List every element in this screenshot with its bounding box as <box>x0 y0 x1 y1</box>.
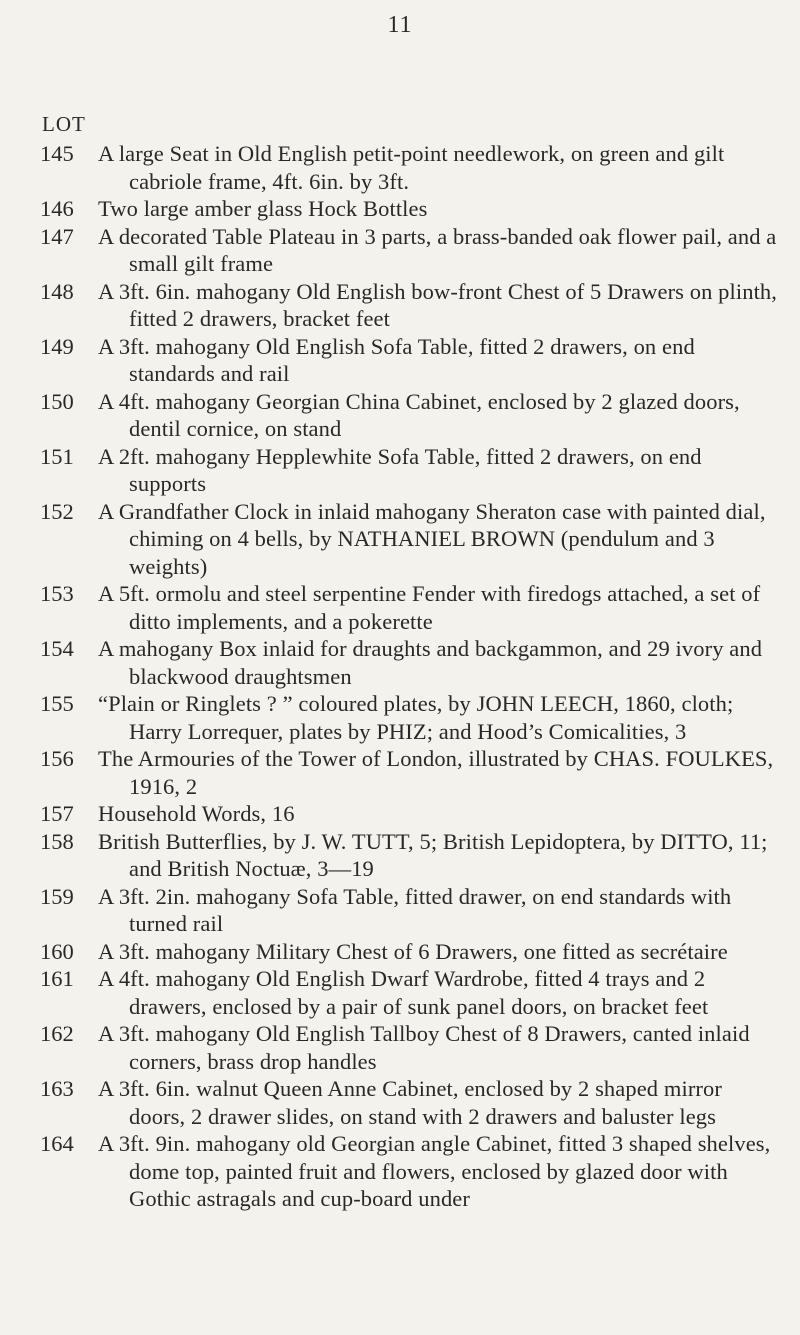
lot-number: 161 <box>40 966 74 991</box>
lot-description: Household Words, 16 <box>98 801 295 826</box>
lot-entry <box>38 498 783 581</box>
lot-entry <box>38 333 783 388</box>
lot-entry <box>38 223 783 278</box>
lot-number: 147 <box>40 223 74 249</box>
page-number: 11 <box>387 12 413 38</box>
lot-description: A 3ft. mahogany Old English Tallboy Chest of 8 Drawers, canted inlaid corners, brass drop handles <box>98 1021 750 1074</box>
lot-number: 156 <box>40 746 74 771</box>
lot-description: A 3ft. 2in. mahogany Sofa Table, fitted drawer, on end standards with turned rail <box>98 883 732 936</box>
lot-number: 158 <box>40 828 74 854</box>
lot-number: 150 <box>40 388 74 414</box>
lot-number: 148 <box>40 278 74 304</box>
lot-column-header: LOT <box>42 112 86 136</box>
lot-description: “Plain or Ringlets ? ” coloured plates, by JOHN LEECH, 1860, cloth; Harry Lorrequer, plates by PHIZ; and Hood’s Comicalities, 3 <box>98 691 734 744</box>
lot-entry <box>38 1075 783 1130</box>
lot-number: 162 <box>40 1021 74 1046</box>
lot-entry <box>38 800 783 828</box>
lot-number: 153 <box>40 581 74 606</box>
lot-entry <box>38 965 783 1020</box>
lot-description: A 4ft. mahogany Georgian China Cabinet, enclosed by 2 glazed doors, dentil cornice, on stand <box>98 388 740 441</box>
lot-description: A large Seat in Old English petit-point needlework, on green and gilt cabriole frame, 4ft. 6in. by 3ft. <box>98 141 725 194</box>
lot-description: A 3ft. 6in. walnut Queen Anne Cabinet, enclosed by 2 shaped mirror doors, 2 drawer slides, on stand with 2 drawers and baluster legs <box>98 1076 722 1129</box>
lot-entry <box>38 1130 783 1213</box>
lot-description: A 5ft. ormolu and steel serpentine Fender with firedogs attached, a set of ditto implements, and a pokerette <box>98 581 761 634</box>
lot-description: A Grandfather Clock in inlaid mahogany Sheraton case with painted dial, chiming on 4 bells, by NATHANIEL BROWN (pendulum and 3 weights) <box>98 498 766 579</box>
lot-entry <box>38 195 783 223</box>
lot-entry <box>38 580 783 635</box>
lot-entry <box>38 388 783 443</box>
lot-description: A 2ft. mahogany Hepplewhite Sofa Table, fitted 2 drawers, on end supports <box>98 443 702 496</box>
lot-number: 159 <box>40 883 74 909</box>
lot-entry <box>38 443 783 498</box>
lot-number: 146 <box>40 196 74 221</box>
lot-number: 155 <box>40 691 74 716</box>
lot-entry <box>38 278 783 333</box>
lot-entry <box>38 1020 783 1075</box>
lot-description: The Armouries of the Tower of London, illustrated by CHAS. FOULKES, 1916, 2 <box>98 746 774 799</box>
lot-number: 149 <box>40 333 74 359</box>
lot-entry <box>38 140 783 195</box>
lot-description: British Butterflies, by J. W. TUTT, 5; British Lepidoptera, by DITTO, 11; and British Noctuæ, 3—19 <box>98 828 768 881</box>
lot-description: A 4ft. mahogany Old English Dwarf Wardrobe, fitted 4 trays and 2 drawers, enclosed by a pair of sunk panel doors, on bracket feet <box>98 966 709 1019</box>
lot-description: A decorated Table Plateau in 3 parts, a brass-banded oak flower pail, and a small gilt frame <box>98 223 777 276</box>
lot-number: 163 <box>40 1076 74 1101</box>
lot-entry <box>38 938 783 966</box>
lot-entry <box>38 883 783 938</box>
lot-entry <box>38 745 783 800</box>
lot-number: 160 <box>40 938 74 964</box>
lot-description: A 3ft. 6in. mahogany Old English bow-front Chest of 5 Drawers on plinth, fitted 2 drawers, bracket feet <box>98 278 777 331</box>
lot-number: 164 <box>40 1131 74 1156</box>
lot-number: 151 <box>40 443 74 469</box>
lot-entry <box>38 690 783 745</box>
lot-description: A 3ft. 9in. mahogany old Georgian angle Cabinet, fitted 3 shaped shelves, dome top, painted fruit and flowers, enclosed by glazed door with Gothic astragals and cup-board under <box>98 1131 771 1211</box>
lot-number: 154 <box>40 636 74 661</box>
lot-number: 145 <box>40 141 74 166</box>
lot-description: A 3ft. mahogany Old English Sofa Table, fitted 2 drawers, on end standards and rail <box>98 333 695 386</box>
lot-description: Two large amber glass Hock Bottles <box>98 196 428 221</box>
lot-description: A 3ft. mahogany Military Chest of 6 Drawers, one fitted as secrétaire <box>98 938 728 964</box>
lot-entry <box>38 635 783 690</box>
lot-entry <box>38 828 783 883</box>
lot-number: 152 <box>40 498 74 524</box>
lot-list <box>38 140 783 1213</box>
lot-description: A mahogany Box inlaid for draughts and backgammon, and 29 ivory and blackwood draughtsmen <box>98 636 763 689</box>
lot-number: 157 <box>40 801 74 826</box>
